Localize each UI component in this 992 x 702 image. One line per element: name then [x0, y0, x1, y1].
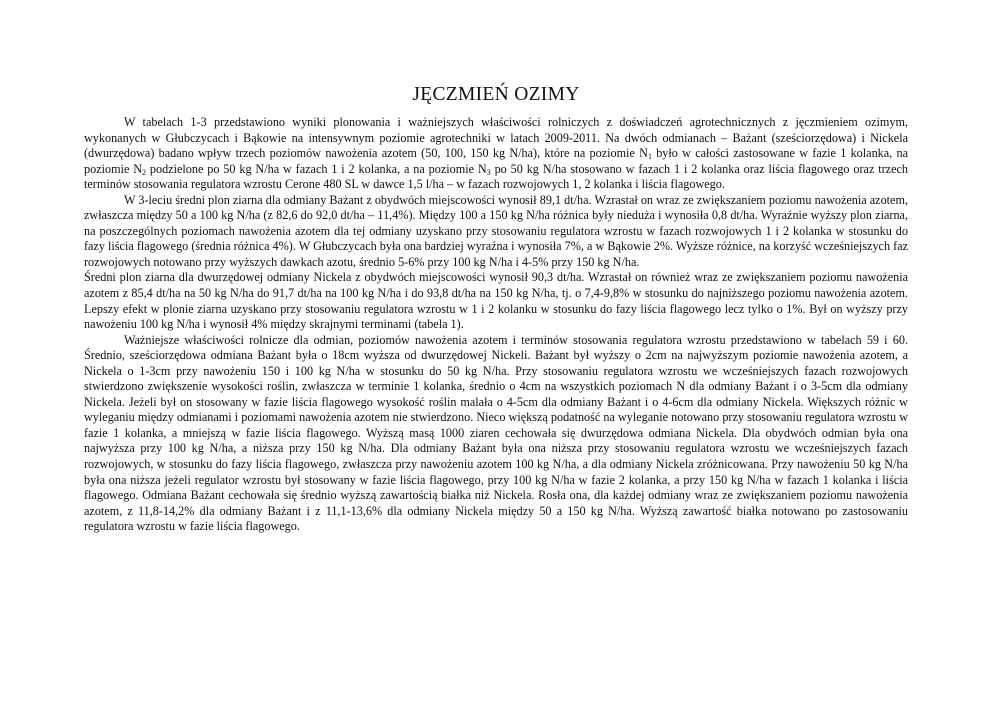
text-run: było w całości zastosowane w fazie 1 kolanka, na poziomie N: [84, 146, 908, 176]
paragraph: [84, 333, 908, 535]
text-run: po 50 kg N/ha stosowano w fazach 1 i 2 kolanka oraz liścia flagowego oraz trzech terminów stosowania regulatora wzrostu Cerone 480 SL w dawce 1,5 l/ha – w fazach rozwojowych 1, 2 kolanka i liścia flagowego.: [84, 161, 908, 192]
paragraph: [84, 270, 908, 332]
document-title: JĘCZMIEŃ OZIMY: [412, 84, 580, 105]
text-run: W tabelach 1-3 przedstawiono wyniki plonowania i ważniejszych właściwości rolniczych z doświadczeń agrotechnicznych z jęczmieniem ozimym, wykonanych w Głubczycach i Bąkowie na intensywnym poziomie agrotechniki w latach 2009-2011. Na dwóch odmianach – Bażant (sześciorzędowa) i Nickela (dwurzędowa) badano wpływ trzech poziomów nawożenia azotem (50, 100, 150 kg N/ha), które na poziomie N: [84, 115, 908, 161]
document-page: [84, 82, 908, 535]
subscript: 1: [647, 152, 652, 162]
text-run: Ważniejsze właściwości rolnicze dla odmian, poziomów nawożenia azotem i terminów stosowania regulatora wzrostu przedstawiono w tabelach 59 i 60. Średnio, sześciorzędowa odmiana Bażant była o 18cm wyższa od dwurzędowej Nickeli. Bażant był wyższy o 2cm na najwyższym poziomie nawożenia azotem, a Nickela o 1-3cm przy nawożeniu 150 i 100 kg N/ha w stosunku do 50 kg N/ha. Przy stosowaniu regulatora wzrostu we wcześniejszych fazach rozwojowych stwierdzono zwiększenie wysokości roślin, zwłaszcza w terminie 1 kolanka, średnio o 4cm na wszystkich poziomach N dla odmiany Bażant i o 3-5cm dla odmiany Nickela. Jeżeli był on stosowany w fazie liścia flagowego wysokość roślin malała o 4-5cm dla odmiany Bażant i o 4-6cm dla odmiany Nickela. Większych różnic w wyleganiu między odmianami i poziomami nawożenia azotem nie stwierdzono. Nieco większą podatność na wyleganie notowano przy stosowaniu regulatora wzrostu w fazie 1 kolanka, a mniejszą w fazie liścia flagowego. Wyższą masą 1000 ziaren cechowała się dwurzędowa odmiana Nickela. Dla obydwóch odmian była ona najwyższa przy 100 kg N/ha, a niższa przy 150 kg N/ha. Dla odmiany Bażant była ona niższa przy stosowaniu regulatora wzrostu we wcześniejszych fazach rozwojowych, w stosunku do fazy liścia flagowego, zwłaszcza przy nawożeniu azotem 100 kg N/ha, a dla odmiany Nickela zróżnicowana. Przy nawożeniu 50 kg N/ha była ona niższa jeżeli regulator wzrostu był stosowany w fazie liścia flagowego, przy 100 kg N/ha w fazie 2 kolanka, a przy 150 kg N/ha w fazach 1 kolanka i liścia flagowego. Odmiana Bażant cechowała się średnio wyższą zawartością białka niż Nickela. Rosła ona, dla każdej odmiany wraz ze zwiększaniem poziomu nawożenia azotem, z 11,8-14,2% dla odmiany Bażant i z 11,1-13,6% dla odmiany Nickela między 50 a 150 kg N/ha. Wyższą zawartość białka notowano po zastosowaniu regulatora wzrostu w fazie liścia flagowego.: [84, 332, 908, 534]
subscript: 3: [486, 167, 491, 177]
paragraph: [84, 193, 908, 271]
paragraph: [84, 115, 908, 193]
subscript: 2: [142, 167, 147, 177]
text-run: W 3-leciu średni plon ziarna dla odmiany Bażant z obydwóch miejscowości wynosił 89,1 dt/ha. Wzrastał on wraz ze zwiększaniem poziomu nawożenia azotem, zwłaszcza między 50 a 100 kg N/ha (z 82,6 do 92,0 dt/ha – 11,4%). Między 100 a 150 kg N/ha różnica były nieduża i wynosiła 0,8 dt/ha. Wyraźnie wyższy plon ziarna, na poszczególnych poziomach nawożenia azotem dla tej odmiany uzyskano przy stosowaniu regulatora wzrostu w fazach rozwojowych 1 i 2 kolanka w stosunku do fazy liścia flagowego (średnia różnica 4%). W Głubczycach była ona bardziej wyraźna i wynosiła 7%, a w Bąkowie 2%. Wyższe różnice, na korzyść wcześniejszych faz rozwojowych notowano przy wyższych dawkach azotu, średnio 5-6% przy 100 kg N/ha i 4-5% przy 150 kg N/ha.: [84, 192, 908, 269]
document-body: [84, 115, 908, 535]
text-run: podzielone po 50 kg N/ha w fazach 1 i 2 kolanka, a na poziomie N: [146, 161, 487, 176]
text-run: Średni plon ziarna dla dwurzędowej odmiany Nickela z obydwóch miejscowości wynosił 90,3 dt/ha. Wzrastał on również wraz ze zwiększaniem poziomu nawożenia azotem z 85,4 dt/ha na 50 kg N/ha do 91,7 dt/ha na 100 kg N/ha i do 93,8 dt/ha na 150 kg N/ha, tj. o 7,4-9,8% w stosunku do najniższego poziomu nawożenia azotem. Lepszy efekt w plonie ziarna uzyskano przy stosowaniu regulatora wzrostu w 1 i 2 kolanku w stosunku do fazy liścia flagowego lecz tylko o 1%. Był on wyższy przy nawożeniu 100 kg N/ha i wynosił 4% między skrajnymi terminami (tabela 1).: [84, 270, 908, 332]
